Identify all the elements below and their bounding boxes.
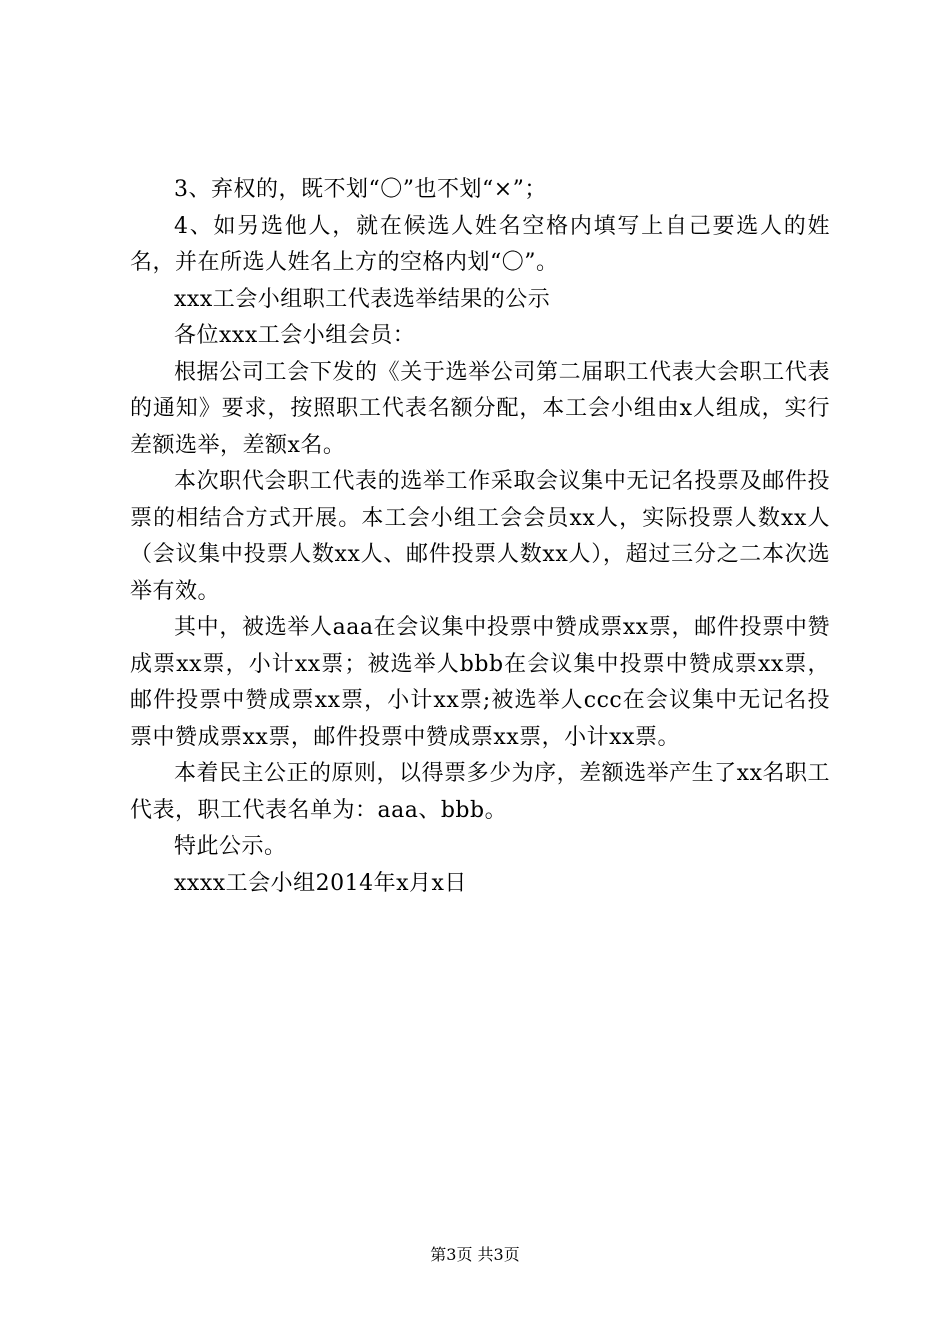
salutation: 各位xxx工会小组会员：: [174, 323, 416, 348]
notice-title: xxx工会小组职工代表选举结果的公示: [174, 286, 551, 312]
paragraph-basis: 根据公司工会下发的《关于选举公司第二届职工代表大会职工代表的通知》要求，按照职工代表名额分配，本工会小组由x人组成，实行差额选举，差额x名。: [130, 359, 830, 458]
signature-date: xxxx工会小组2014年x月x日: [174, 870, 467, 896]
paragraph-voting-method: 本次职代会职工代表的选举工作采取会议集中无记名投票及邮件投票的相结合方式开展。本工会小组工会会员xx人，实际投票人数xx人（会议集中投票人数xx人、邮件投票人数xx人），超过三分之二本次选举有效。: [130, 469, 830, 604]
page-number-footer: 第3页 共3页: [430, 1245, 520, 1264]
document-body: [130, 172, 830, 902]
paragraph-other-candidate-rule: 4、如另选他人，就在候选人姓名空格内填写上自己要选人的姓名，并在所选人姓名上方的空格内划“〇”。: [130, 213, 830, 275]
paragraph-abstain-rule: 3、弃权的，既不划“〇”也不划“×”；: [174, 177, 547, 202]
paragraph-elected-list: 本着民主公正的原则，以得票多少为序，差额选举产生了xx名职工代表，职工代表名单为：aaa、bbb。: [130, 761, 830, 823]
closing-phrase: 特此公示。: [174, 834, 287, 859]
paragraph-vote-results: 其中，被选举人aaa在会议集中投票中赞成票xx票，邮件投票中赞成票xx票，小计xx票；被选举人bbb在会议集中投票中赞成票xx票，邮件投票中赞成票xx票，小计xx票;被选举人ccc在会议集中无记名投票中赞成票xx票，邮件投票中赞成票xx票，小计xx票。: [130, 615, 830, 750]
